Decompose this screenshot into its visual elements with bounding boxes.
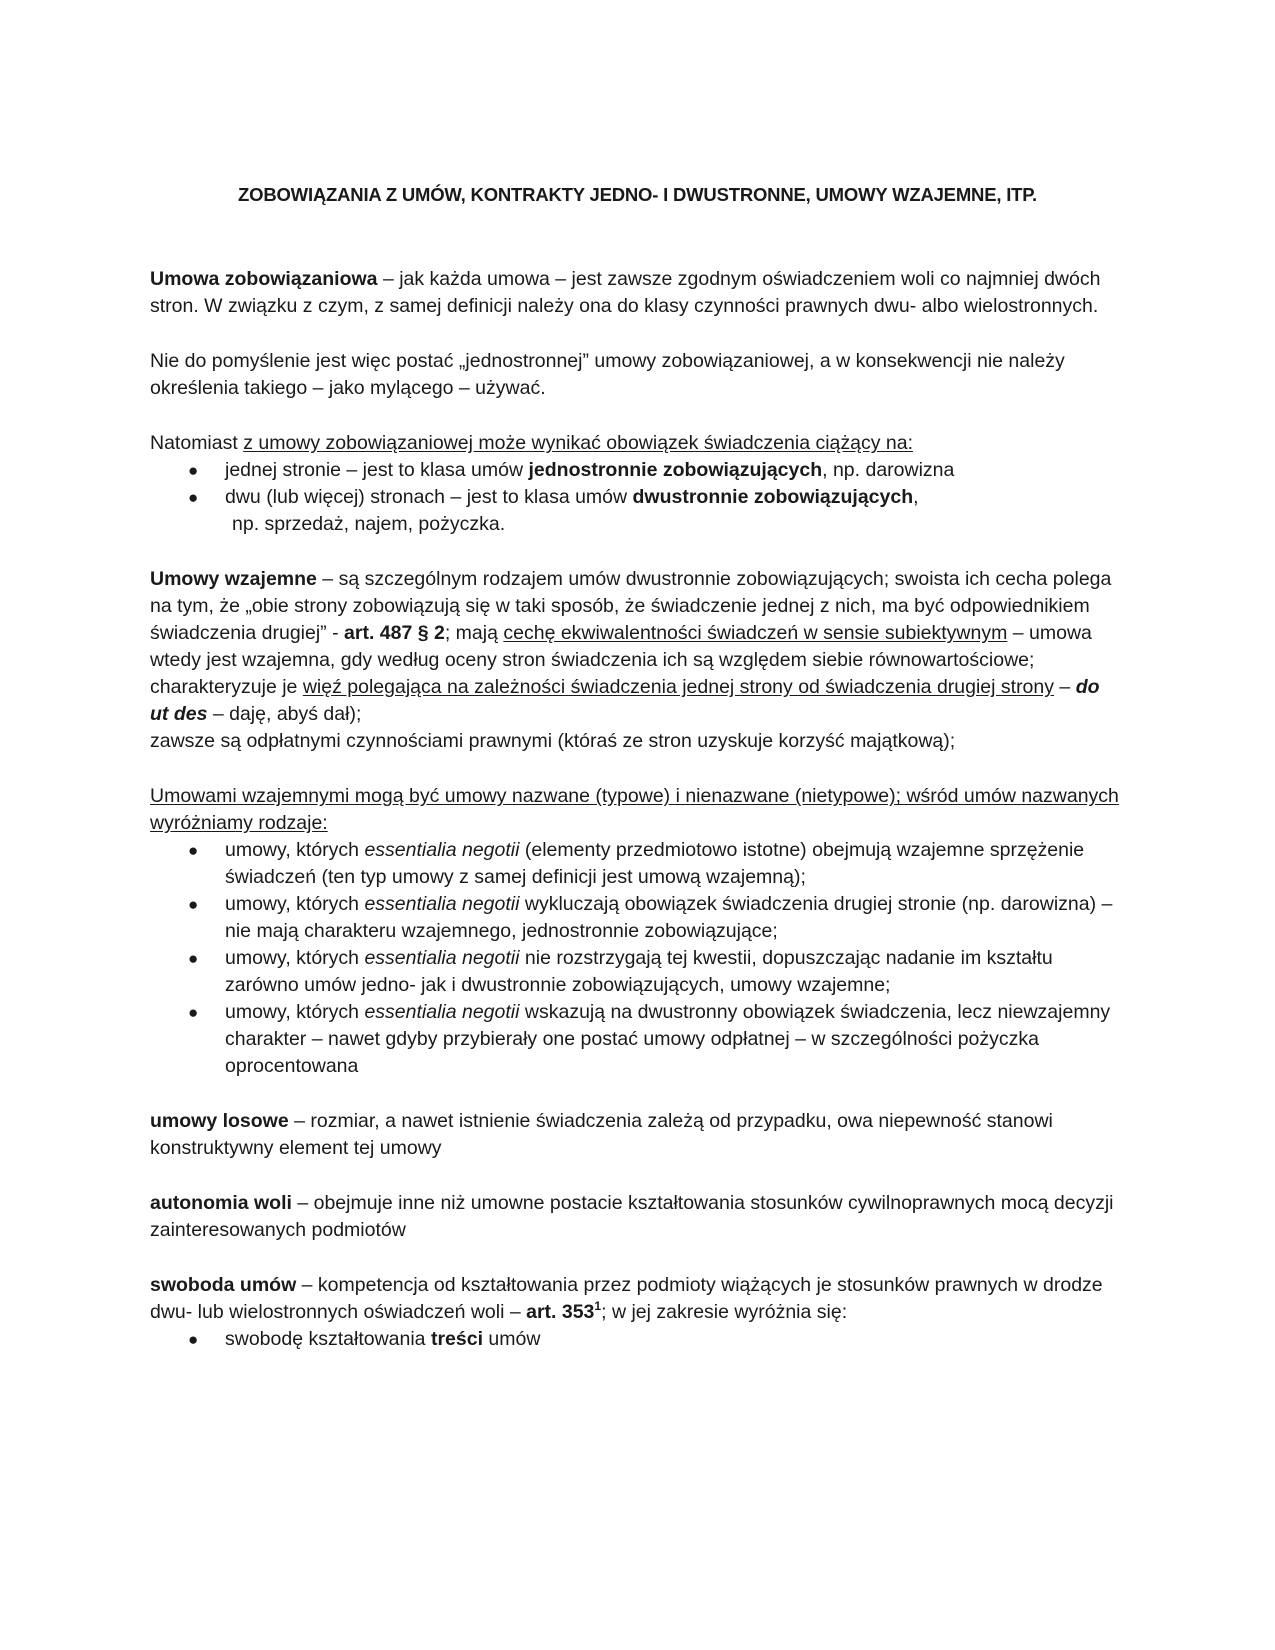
bullet-list-strony: [150, 457, 1120, 511]
list-continuation: np. sprzedaż, najem, pożyczka.: [232, 513, 506, 535]
list-item: ● umowy, których essentialia negotii wykluczają obowiązek świadczenia drugiej stronie (np. darowizna) – nie mają charakteru wzajemnego, jednostronnie zobowiązujące;: [150, 891, 1120, 945]
underlined-phrase: z umowy zobowiązaniowej może wynikać obowiązek świadczenia ciążący na:: [243, 432, 914, 454]
paragraph-autonomia-woli: autonomia woli – obejmuje inne niż umowne postacie kształtowania stosunków cywilnoprawnych mocą decyzji zainteresowanych podmiotów: [150, 1192, 1114, 1241]
bullet-list-swoboda: [150, 1326, 1120, 1353]
paragraph-umowy-wzajemne: Umowy wzajemne – są szczególnym rodzajem umów dwustronnie zobowiązujących; swoista ich cecha polega na tym, że „obie strony zobowiązują się w taki sposób, że świadczenie jednej z nich, ma być odpowiednikiem świadczenia drugiej” - art. 487 § 2; mają cechę ekwiwalentności świadczeń w sensie subiektywnym – umowa wtedy jest wzajemna, gdy według oceny stron świadczenia ich są względem siebie równowartościowe; charakteryzuje je więź polegająca na zależności świadczenia jednej strony od świadczenia drugiej strony – do ut des – daję, abyś dał);: [150, 568, 1112, 725]
list-item: ● umowy, których essentialia negotii wskazują na dwustronny obowiązek świadczenia, lecz niewzajemny charakter – nawet gdyby przybierały one postać umowy odpłatnej – w szczególności pożyczka oprocentowana: [150, 999, 1120, 1080]
list-item: ● dwu (lub więcej) stronach – jest to klasa umów dwustronnie zobowiązujących,: [150, 484, 1120, 511]
list-item: ● umowy, których essentialia negotii (elementy przedmiotowo istotne) obejmują wzajemne sprzężenie świadczeń (ten typ umowy z samej definicji jest umową wzajemną);: [150, 837, 1120, 891]
paragraph-rodzaje: Umowami wzajemnymi mogą być umowy nazwane (typowe) i nienazwane (nietypowe); wśród umów nazwanych wyróżniamy rodzaje:: [150, 785, 1119, 834]
term-umowa-zobowiazaniowa: Umowa zobowiązaniowa: [150, 268, 378, 290]
paragraph-umowa-zobowiazaniowa: Umowa zobowiązaniowa – jak każda umowa – jest zawsze zgodnym oświadczeniem woli co najmniej dwóch stron. W związku z czym, z samej definicji należy ona do klasy czynności prawnych dwu- albo wielostronnych.: [150, 268, 1101, 317]
list-item: ● swobodę kształtowania treści umów: [150, 1326, 1120, 1353]
paragraph-swoboda-umow: swoboda umów – kompetencja od kształtowania przez podmioty wiążących je stosunków prawnych w drodze dwu- lub wielostronnych oświadczeń woli – art. $353^1$; w jej zakresie wyróżnia się:: [150, 1274, 1103, 1323]
paragraph-natomiast: Natomiast z umowy zobowiązaniowej może wynikać obowiązek świadczenia ciążący na:: [150, 432, 914, 454]
term-swoboda-umow: swoboda umów: [150, 1274, 297, 1296]
page-title: ZOBOWIĄZANIA Z UMÓW, KONTRAKTY JEDNO- I DWUSTRONNE, UMOWY WZAJEMNE, ITP.: [238, 184, 1037, 205]
article-reference: art. $353^1$: [526, 1299, 602, 1323]
term-umowy-losowe: umowy losowe: [150, 1110, 289, 1132]
document-body: [150, 266, 1120, 1353]
paragraph-odplatne: zawsze są odpłatnymi czynnościami prawnymi (któraś ze stron uzyskuje korzyść majątkową);: [150, 730, 956, 752]
bullet-list-rodzaje: [150, 837, 1120, 1080]
list-item: ● umowy, których essentialia negotii nie rozstrzygają tej kwestii, dopuszczając nadanie im kształtu zarówno umów jedno- jak i dwustronnie zobowiązujących, umowy wzajemne;: [150, 945, 1120, 999]
paragraph-umowy-losowe: umowy losowe – rozmiar, a nawet istnienie świadczenia zależą od przypadku, owa niepewność stanowi konstruktywny element tej umowy: [150, 1110, 1053, 1159]
latin-phrase: do ut des: [150, 676, 1100, 725]
list-item: ● jednej stronie – jest to klasa umów jednostronnie zobowiązujących, np. darowizna: [150, 457, 1120, 484]
term-autonomia-woli: autonomia woli: [150, 1192, 292, 1214]
term-umowy-wzajemne: Umowy wzajemne: [150, 568, 317, 590]
paragraph-jednostronnej: Nie do pomyślenie jest więc postać „jednostronnej” umowy zobowiązaniowej, a w konsekwencji nie należy określenia takiego – jako mylącego – używać.: [150, 350, 1065, 399]
article-reference: art. 487 § 2: [344, 622, 445, 644]
